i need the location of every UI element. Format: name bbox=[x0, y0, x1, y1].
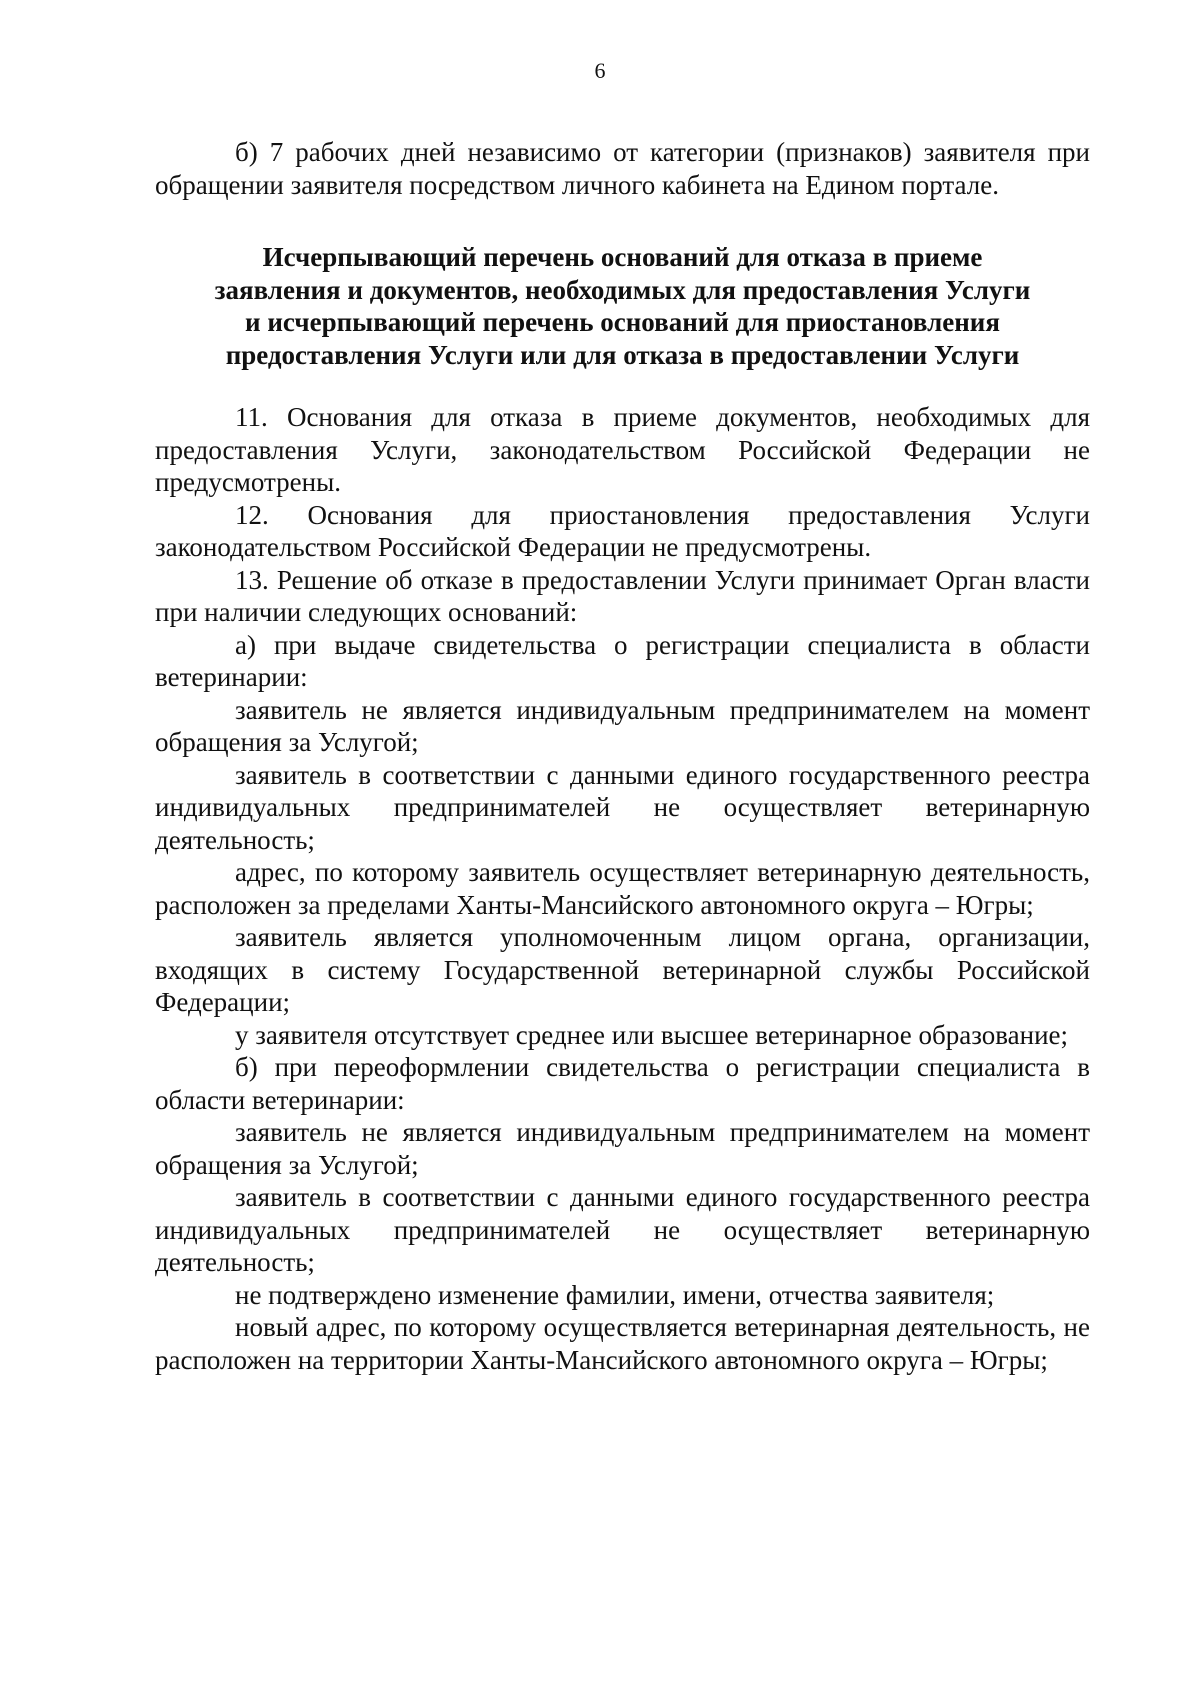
list-item: заявитель в соответствии с данными единого государственного реестра индивидуальных предпринимателей не осуществляет ветеринарную деятельность; bbox=[155, 759, 1090, 855]
page-number: 6 bbox=[594, 58, 606, 83]
subparagraph-a: а) при выдаче свидетельства о регистрации специалиста в области ветеринарии: bbox=[155, 629, 1090, 692]
paragraph-11: 11. Основания для отказа в приеме документов, необходимых для предоставления Услуги, законодательством Российской Федерации не предусмотрены. bbox=[155, 402, 1090, 497]
paragraph-13: 13. Решение об отказе в предоставлении Услуги принимает Орган власти при наличии следующих оснований: bbox=[155, 564, 1090, 627]
heading-line: Исчерпывающий перечень оснований для отказа в приеме bbox=[262, 242, 983, 272]
list-item: адрес, по которому заявитель осуществляет ветеринарную деятельность, расположен за пределами Ханты-Мансийского автономного округа – Югры; bbox=[155, 857, 1090, 920]
heading-line: предоставления Услуги или для отказа в предоставлении Услуги bbox=[225, 339, 1020, 370]
list-item: не подтверждено изменение фамилии, имени, отчества заявителя; bbox=[235, 1279, 995, 1310]
subparagraph-b: б) при переоформлении свидетельства о регистрации специалиста в области ветеринарии: bbox=[155, 1052, 1090, 1115]
heading-line: заявления и документов, необходимых для предоставления Услуги bbox=[214, 274, 1031, 305]
paragraph-12: 12. Основания для приостановления предоставления Услуги законодательством Российской Федерации не предусмотрены. bbox=[155, 499, 1090, 562]
list-item: заявитель в соответствии с данными единого государственного реестра индивидуальных предпринимателей не осуществляет ветеринарную деятельность; bbox=[155, 1182, 1090, 1277]
section-heading bbox=[155, 241, 1090, 371]
list-item: заявитель является уполномоченным лицом органа, организации, входящих в систему Государственной ветеринарной службы Российской Федерации; bbox=[155, 922, 1090, 1017]
list-item: заявитель не является индивидуальным предпринимателем на момент обращения за Услугой; bbox=[155, 694, 1090, 757]
list-item: заявитель не является индивидуальным предпринимателем на момент обращения за Услугой; bbox=[155, 1117, 1090, 1180]
heading-line: и исчерпывающий перечень оснований для приостановления bbox=[245, 307, 1000, 337]
intro-paragraph: б) 7 рабочих дней независимо от категории (признаков) заявителя при обращении заявителя посредством личного кабинета на Едином портале. bbox=[155, 137, 1090, 200]
document-body bbox=[155, 136, 1090, 1376]
list-item: новый адрес, по которому осуществляется ветеринарная деятельность, не расположен на территории Ханты-Мансийского автономного округа – Югры; bbox=[155, 1312, 1090, 1375]
list-item: у заявителя отсутствует среднее или высшее ветеринарное образование; bbox=[235, 1019, 1069, 1050]
